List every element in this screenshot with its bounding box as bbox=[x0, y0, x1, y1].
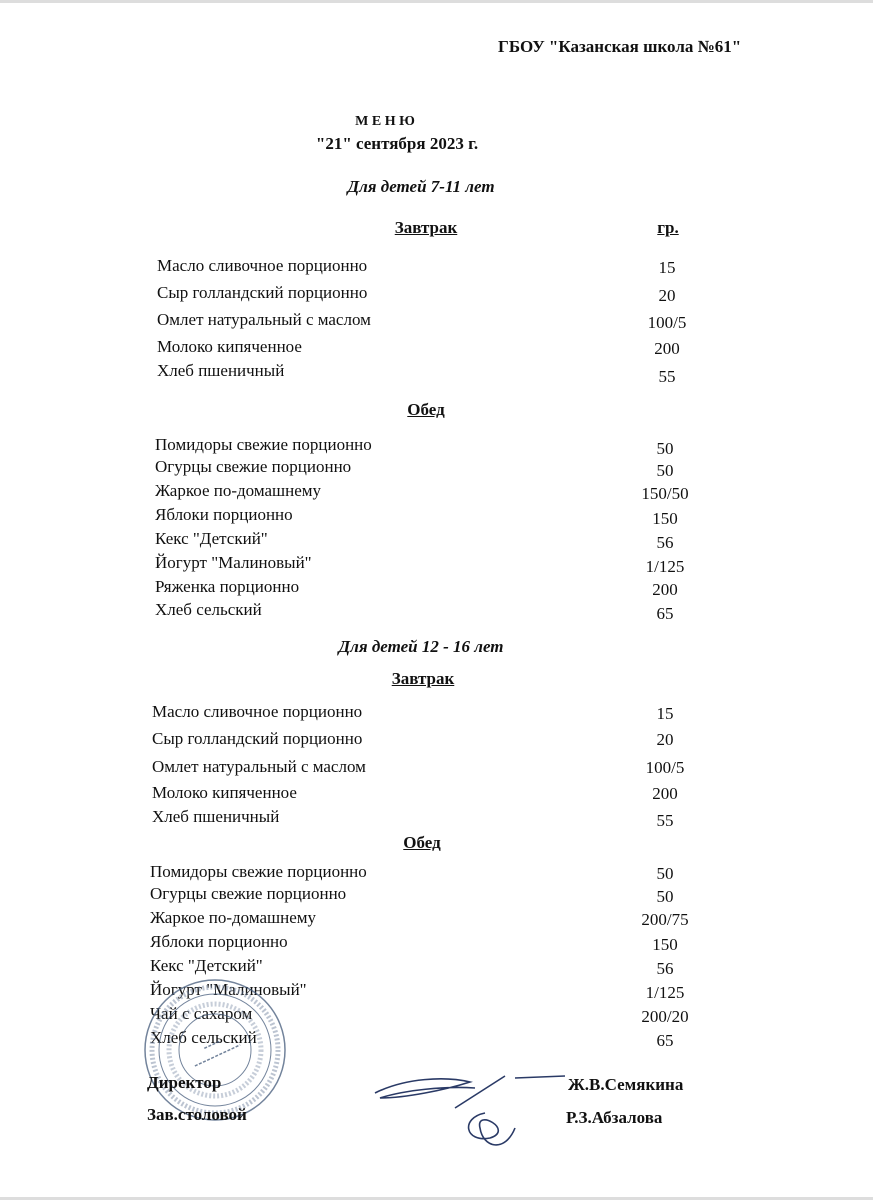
menu-item-quantity: 200/75 bbox=[641, 910, 689, 929]
menu-item-name: Огурцы свежие порционно bbox=[155, 457, 352, 476]
menu-item-name: Жаркое по-домашнему bbox=[150, 908, 317, 927]
menu-item-quantity: 65 bbox=[656, 604, 674, 623]
menu-item-quantity: 150/50 bbox=[641, 484, 689, 503]
menu-item-name: Кекс "Детский" bbox=[155, 529, 268, 548]
menu-item-name: Ряженка порционно bbox=[155, 577, 300, 596]
menu-title: М Е Н Ю bbox=[355, 114, 415, 129]
menu-item-quantity: 50 bbox=[656, 864, 674, 883]
menu-item-name: Помидоры свежие порционно bbox=[150, 862, 367, 881]
official-stamp bbox=[140, 975, 290, 1125]
menu-item-name: Йогурт "Малиновый" bbox=[155, 553, 312, 572]
menu-item-quantity: 200 bbox=[652, 784, 678, 803]
menu-item-name: Молоко кипяченное bbox=[157, 337, 302, 356]
menu-item-quantity: 1/125 bbox=[645, 983, 685, 1002]
menu-date: "21" сентября 2023 г. bbox=[315, 134, 479, 153]
menu-item-name: Жаркое по-домашнему bbox=[155, 481, 322, 500]
group-label-12-16: Для детей 12 - 16 лет bbox=[338, 637, 504, 656]
breakfast-heading: Завтрак bbox=[394, 218, 458, 237]
menu-item-name: Сыр голландский порционно bbox=[157, 283, 368, 302]
menu-item-name: Омлет натуральный с маслом bbox=[157, 310, 371, 329]
unit-heading: гр. bbox=[657, 218, 679, 237]
canteen-head-label: Зав.столовой bbox=[147, 1105, 247, 1124]
menu-item-quantity: 150 bbox=[652, 935, 678, 954]
menu-item-quantity: 56 bbox=[656, 959, 674, 978]
menu-item-name: Омлет натуральный с маслом bbox=[152, 757, 366, 776]
menu-item-name: Помидоры свежие порционно bbox=[155, 435, 372, 454]
menu-item-quantity: 20 bbox=[656, 730, 674, 749]
menu-item-quantity: 100/5 bbox=[645, 758, 685, 777]
menu-item-name: Хлеб сельский bbox=[155, 600, 262, 619]
menu-item-quantity: 200 bbox=[654, 339, 680, 358]
menu-item-quantity: 56 bbox=[656, 533, 674, 552]
menu-item-name: Сыр голландский порционно bbox=[152, 729, 363, 748]
director-name: Ж.В.Семякина bbox=[568, 1075, 684, 1094]
menu-item-name: Масло сливочное порционно bbox=[152, 702, 363, 721]
lunch-heading: Обед bbox=[403, 833, 441, 852]
director-label: Директор bbox=[147, 1073, 222, 1092]
menu-item-quantity: 50 bbox=[656, 439, 674, 458]
canteen-head-name: Р.З.Абзалова bbox=[566, 1108, 663, 1127]
menu-item-quantity: 15 bbox=[656, 704, 674, 723]
breakfast-heading: Завтрак bbox=[391, 669, 455, 688]
menu-item-name: Яблоки порционно bbox=[155, 505, 293, 524]
menu-item-quantity: 55 bbox=[656, 811, 674, 830]
menu-item-quantity: 50 bbox=[656, 887, 674, 906]
menu-item-name: Яблоки порционно bbox=[150, 932, 288, 951]
menu-item-quantity: 15 bbox=[658, 258, 676, 277]
menu-item-quantity: 1/125 bbox=[645, 557, 685, 576]
menu-item-quantity: 65 bbox=[656, 1031, 674, 1050]
menu-item-quantity: 20 bbox=[658, 286, 676, 305]
menu-item-name: Чай с сахаром bbox=[150, 1004, 253, 1023]
group-label-7-11: Для детей 7-11 лет bbox=[347, 177, 495, 196]
scan-edge bbox=[0, 0, 873, 3]
organization-header: ГБОУ "Казанская школа №61" bbox=[498, 37, 742, 56]
menu-item-name: Хлеб пшеничный bbox=[157, 361, 285, 380]
menu-item-name: Огурцы свежие порционно bbox=[150, 884, 347, 903]
menu-item-quantity: 150 bbox=[652, 509, 678, 528]
signature bbox=[365, 1068, 565, 1158]
menu-item-name: Кекс "Детский" bbox=[150, 956, 263, 975]
menu-item-name: Хлеб сельский bbox=[150, 1028, 257, 1047]
lunch-heading: Обед bbox=[407, 400, 445, 419]
menu-item-name: Хлеб пшеничный bbox=[152, 807, 280, 826]
menu-item-name: Молоко кипяченное bbox=[152, 783, 297, 802]
menu-item-quantity: 100/5 bbox=[647, 313, 687, 332]
menu-item-name: Масло сливочное порционно bbox=[157, 256, 368, 275]
menu-item-quantity: 50 bbox=[656, 461, 674, 480]
menu-item-name: Йогурт "Малиновый" bbox=[150, 980, 307, 999]
menu-item-quantity: 55 bbox=[658, 367, 676, 386]
menu-item-quantity: 200/20 bbox=[641, 1007, 689, 1026]
menu-item-quantity: 200 bbox=[652, 580, 678, 599]
